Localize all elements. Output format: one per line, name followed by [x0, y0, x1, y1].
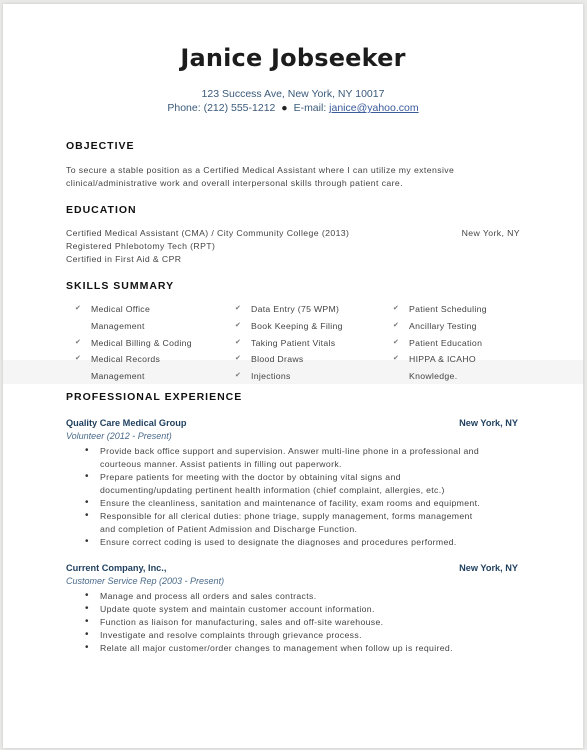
job-bullet: • Ensure the cleanliness, sanitation and maintenance of facility, exam rooms and equipment.: [85, 497, 481, 508]
job-bullet: • Update quote system and maintain customer account information.: [85, 603, 375, 614]
resume-page: [3, 4, 583, 748]
skills-heading: SKILLS SUMMARY: [66, 280, 175, 292]
address-line: 123 Success Ave, New York, NY 10017: [201, 88, 385, 100]
check-icon: ✔: [75, 305, 82, 312]
skill-item: ✔ Medical Billing & Coding: [75, 338, 192, 348]
company-location: New York, NY: [459, 563, 518, 573]
skill-item: ✔ Patient Scheduling: [393, 304, 487, 314]
skill-item: ✔ Blood Draws: [235, 354, 304, 364]
experience-heading: PROFESSIONAL EXPERIENCE: [66, 391, 243, 403]
skill-item: ✔ Medical Records: [75, 354, 161, 364]
contact-separator: ●: [281, 102, 288, 114]
objective-line: clinical/administrative work and overall interpersonal skills through patient care.: [66, 178, 403, 188]
skill-item: ✔ Taking Patient Vitals: [235, 338, 336, 348]
objective-heading: OBJECTIVE: [66, 140, 135, 152]
email-label: E-mail:: [293, 102, 327, 114]
job-bullet: • Function as liaison for manufacturing, sales and off-site warehouse.: [85, 616, 384, 627]
education-line: Certified in First Aid & CPR: [66, 254, 182, 264]
education-line: Registered Phlebotomy Tech (RPT): [66, 241, 216, 251]
check-icon: ✔: [393, 355, 400, 362]
skill-item: ✔ HIPPA & ICAHO: [393, 354, 476, 364]
check-icon: ✔: [235, 372, 242, 379]
job-role: Volunteer (2012 - Present): [66, 431, 172, 441]
job-bullet: • Responsible for all clerical duties: phone triage, supply management, forms management: [85, 510, 473, 521]
skill-item: ✔ Injections: [235, 371, 291, 381]
skill-item: ✔ Book Keeping & Filing: [235, 321, 343, 331]
education-heading: EDUCATION: [66, 204, 137, 216]
check-icon: ✔: [235, 339, 242, 346]
job-bullet: • Ensure correct coding is used to designate the diagnoses and procedures performed.: [85, 536, 457, 547]
job-bullet: • Provide back office support and supervision. Answer multi-line phone in a professional and: [85, 445, 480, 456]
company-name: Current Company, Inc.,: [66, 563, 167, 573]
job-bullet: • Relate all major customer/order changes to management when follow up is required.: [85, 642, 453, 653]
check-icon: ✔: [393, 339, 400, 346]
company-location: New York, NY: [459, 418, 518, 428]
job-bullet-cont: and completion of Patient Admission and Discharge Function.: [100, 524, 358, 534]
job-bullet-cont: courteous manner. Assist patients in filling out paperwork.: [100, 459, 342, 469]
check-icon: ✔: [235, 322, 242, 329]
skill-item: Management: [91, 371, 145, 381]
check-icon: ✔: [393, 322, 400, 329]
skill-item: ✔ Data Entry (75 WPM): [235, 304, 340, 314]
phone: Phone: (212) 555-1212: [167, 102, 276, 114]
check-icon: ✔: [235, 305, 242, 312]
check-icon: ✔: [75, 355, 82, 362]
check-icon: ✔: [235, 355, 242, 362]
candidate-name: Janice Jobseeker: [180, 44, 406, 72]
skill-item: ✔ Medical Office: [75, 304, 151, 314]
company-name: Quality Care Medical Group: [66, 418, 187, 428]
skill-item: Knowledge.: [409, 371, 458, 381]
contact-line: [3, 102, 583, 114]
job-bullet: • Prepare patients for meeting with the doctor by obtaining vital signs and: [85, 471, 401, 482]
education-location: New York, NY: [461, 228, 520, 238]
check-icon: ✔: [393, 305, 400, 312]
objective-line: To secure a stable position as a Certified Medical Assistant where I can utilize my extensive: [66, 165, 455, 175]
education-line: Certified Medical Assistant (CMA) / City Community College (2013): [66, 228, 350, 238]
check-icon: ✔: [75, 339, 82, 346]
email-link[interactable]: janice@yahoo.com: [329, 102, 419, 114]
skill-item: Management: [91, 321, 145, 331]
job-bullet: • Investigate and resolve complaints through grievance process.: [85, 629, 362, 640]
job-role: Customer Service Rep (2003 - Present): [66, 576, 225, 586]
job-bullet-cont: documenting/updating pertinent health information (chief complaint, allergies, etc.): [100, 485, 445, 495]
skill-item: ✔ Patient Education: [393, 338, 483, 348]
job-bullet: • Manage and process all orders and sales contracts.: [85, 590, 317, 601]
skill-item: ✔ Ancillary Testing: [393, 321, 477, 331]
